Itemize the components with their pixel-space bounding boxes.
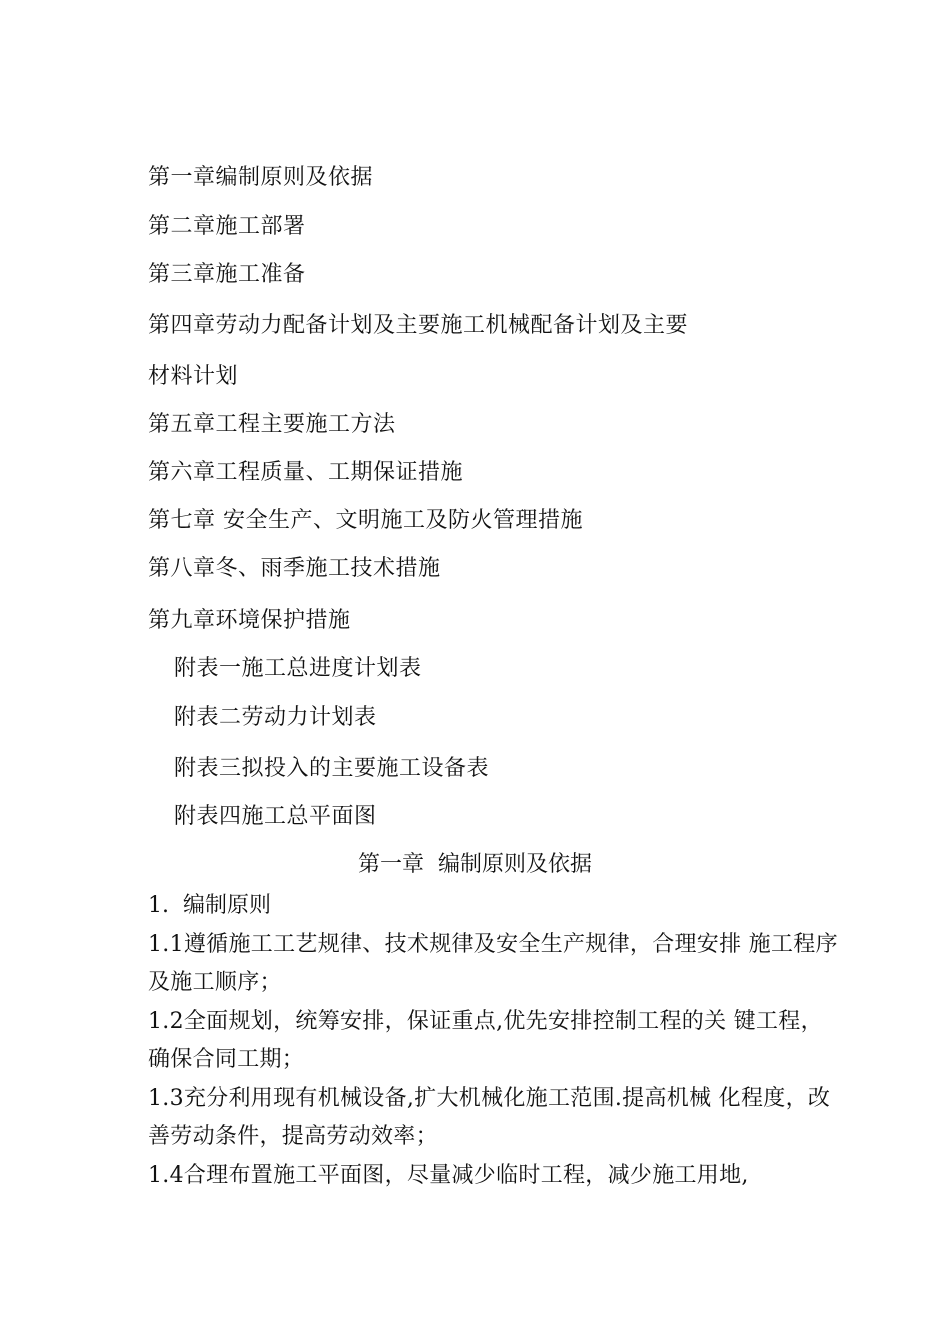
toc-chapter-7: 第七章 安全生产、文明施工及防火管理措施 (148, 508, 583, 533)
toc-appendix-2: 附表二劳动力计划表 (174, 705, 377, 730)
paragraph-1-4: 1.4合理布置施工平面图，尽量减少临时工程，减少施工用地, (148, 1163, 749, 1188)
toc-appendix-1: 附表一施工总进度计划表 (174, 656, 422, 681)
paragraph-1-3: 1.3充分利用现有机械设备,扩大机械化施工范围.提高机械 化程度，改善劳动条件，提高劳动效率； (148, 1086, 831, 1149)
toc-chapter-1: 第一章编制原则及依据 (148, 165, 374, 190)
paragraph-1-2: 1.2全面规划，统筹安排，保证重点,优先安排控制工程的关 键工程，确保合同工期； (148, 1009, 823, 1072)
toc-chapter-5: 第五章工程主要施工方法 (148, 412, 396, 437)
chapter-1-heading: 第一章 编制原则及依据 (358, 852, 592, 877)
toc-appendix-3: 附表三拟投入的主要施工设备表 (174, 756, 490, 781)
toc-chapter-2: 第二章施工部署 (148, 214, 306, 239)
toc-appendix-4: 附表四施工总平面图 (174, 804, 377, 829)
toc-chapter-8: 第八章冬、雨季施工技术措施 (148, 556, 441, 581)
section-1-title: 1. 编制原则 (148, 893, 271, 918)
toc-chapter-9: 第九章环境保护措施 (148, 608, 351, 633)
toc-chapter-4-line-1: 第四章劳动力配备计划及主要施工机械配备计划及主要 (148, 313, 689, 338)
toc-chapter-6: 第六章工程质量、工期保证措施 (148, 460, 464, 485)
paragraph-1-1: 1.1遵循施工工艺规律、技术规律及安全生产规律，合理安排 施工程序及施工顺序； (148, 932, 838, 995)
toc-chapter-4-line-2: 材料计划 (148, 364, 239, 389)
toc-chapter-3: 第三章施工准备 (148, 262, 306, 287)
